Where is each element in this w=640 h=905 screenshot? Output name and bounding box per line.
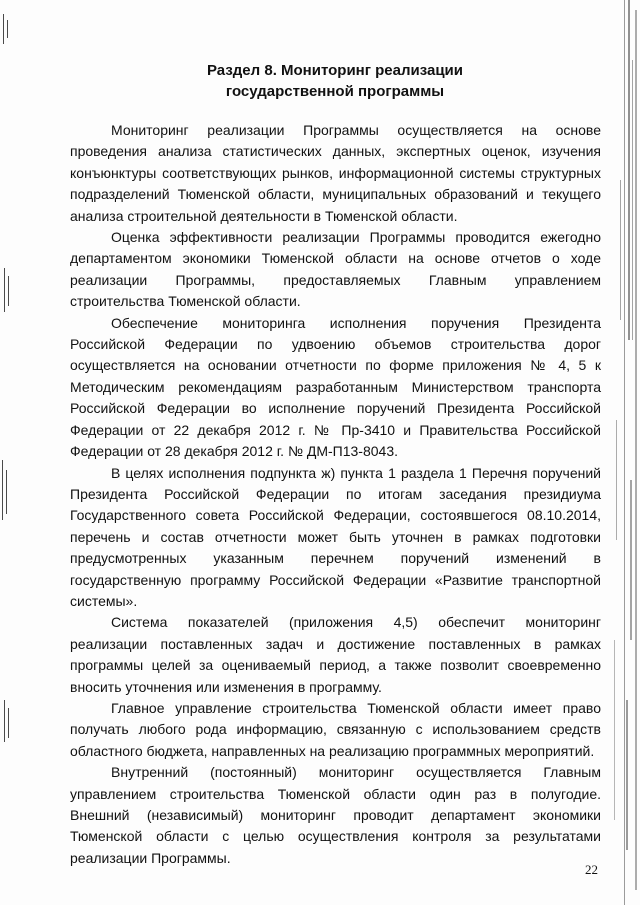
text-line: государственную программу Российской Федерации «Развитие транспортной <box>70 571 601 588</box>
text-line: Главное управление строительства Тюменской области имеет право <box>111 699 601 716</box>
text-line: Федерации от 28 декабря 2012 г. № ДМ-П13-8043. <box>70 443 398 460</box>
text-line: областного бюджета, направленных на реализацию программных мероприятий. <box>70 742 595 759</box>
section-title-line-2: государственной программы <box>225 83 445 100</box>
text-line: Тюменской области с целью осуществления контроля за результатами <box>70 828 601 845</box>
page-number: 22 <box>585 862 598 877</box>
text-line: В целях исполнения подпункта ж) пункта 1 раздела 1 Перечня поручений <box>111 464 601 481</box>
text-line: строительства Тюменской области. <box>70 293 301 310</box>
text-line: вносить уточнения или изменения в программу. <box>70 678 382 695</box>
paragraph-2 <box>70 227 601 313</box>
text-line: системы». <box>70 592 138 609</box>
document-body <box>70 120 601 869</box>
text-line: предусмотренных указанным перечнем поручений изменений в <box>70 550 601 567</box>
section-heading <box>70 60 600 102</box>
text-line: Внутренний (постоянный) мониторинг осуществляется Главным <box>111 764 601 781</box>
text-line: перечень и состав отчетности может быть уточнен в рамках подготовки <box>70 528 601 545</box>
text-line: Обеспечение мониторинга исполнения поручения Президента <box>111 314 601 331</box>
text-line: анализа строительной деятельности в Тюменской области. <box>70 207 458 224</box>
scan-edge-left <box>0 0 14 905</box>
paragraph-6 <box>70 698 601 762</box>
text-line: проведения анализа статистических данных, экспертных оценок, изучения <box>70 143 601 160</box>
paragraph-4 <box>70 463 601 613</box>
text-line: получать любого рода информацию, связанную с использованием средств <box>70 721 601 738</box>
text-line: Методическим рекомендациям разработанным Министерством транспорта <box>70 378 601 395</box>
text-line: управлением строительства Тюменской области один раз в полугодие. <box>70 785 601 802</box>
paragraph-3 <box>70 313 601 463</box>
text-line: подразделений Тюменской области, муниципальных образований и текущего <box>70 186 601 203</box>
text-line: Федерации от 22 декабря 2012 г. № Пр-3410 и Правительства Российской <box>70 421 601 438</box>
text-line: реализации поставленных задач и достижение поставленных в рамках <box>70 635 601 652</box>
text-line: Мониторинг реализации Программы осуществляется на основе <box>111 122 601 138</box>
text-line: Внешний (независимый) мониторинг проводит департамент экономики <box>70 807 601 823</box>
paragraph-1 <box>70 120 601 227</box>
text-line: реализации Программы. <box>70 849 231 866</box>
paragraph-7 <box>70 762 601 869</box>
text-line: реализации Программы, предоставляемых Главным управлением <box>70 271 601 288</box>
paragraph-5 <box>70 612 601 698</box>
text-line: Президента Российской Федерации по итогам заседания президиума <box>70 485 601 502</box>
text-line: Российской Федерации во исполнение поручений Президента Российской <box>70 400 601 417</box>
text-line: программы целей за оцениваемый период, а также позволит своевременно <box>70 657 601 674</box>
text-line: конъюнктуры соответствующих рынков, информационной системы структурных <box>70 164 601 181</box>
text-line: Государственного совета Российской Федерации, состоявшегося 08.10.2014, <box>70 507 601 524</box>
text-line: осуществляется на основании отчетности по форме приложения № 4, 5 к <box>70 357 601 374</box>
text-line: департаментом экономики Тюменской области на основе отчетов о ходе <box>70 250 601 267</box>
text-line: Российской Федерации по удвоению объемов строительства дорог <box>70 336 601 353</box>
scan-edge-right <box>604 0 640 905</box>
section-title-line-1: Раздел 8. Мониторинг реализации <box>207 62 463 79</box>
text-line: Оценка эффективности реализации Программы проводится ежегодно <box>111 229 601 246</box>
text-line: Система показателей (приложения 4,5) обеспечит мониторинг <box>111 614 601 631</box>
